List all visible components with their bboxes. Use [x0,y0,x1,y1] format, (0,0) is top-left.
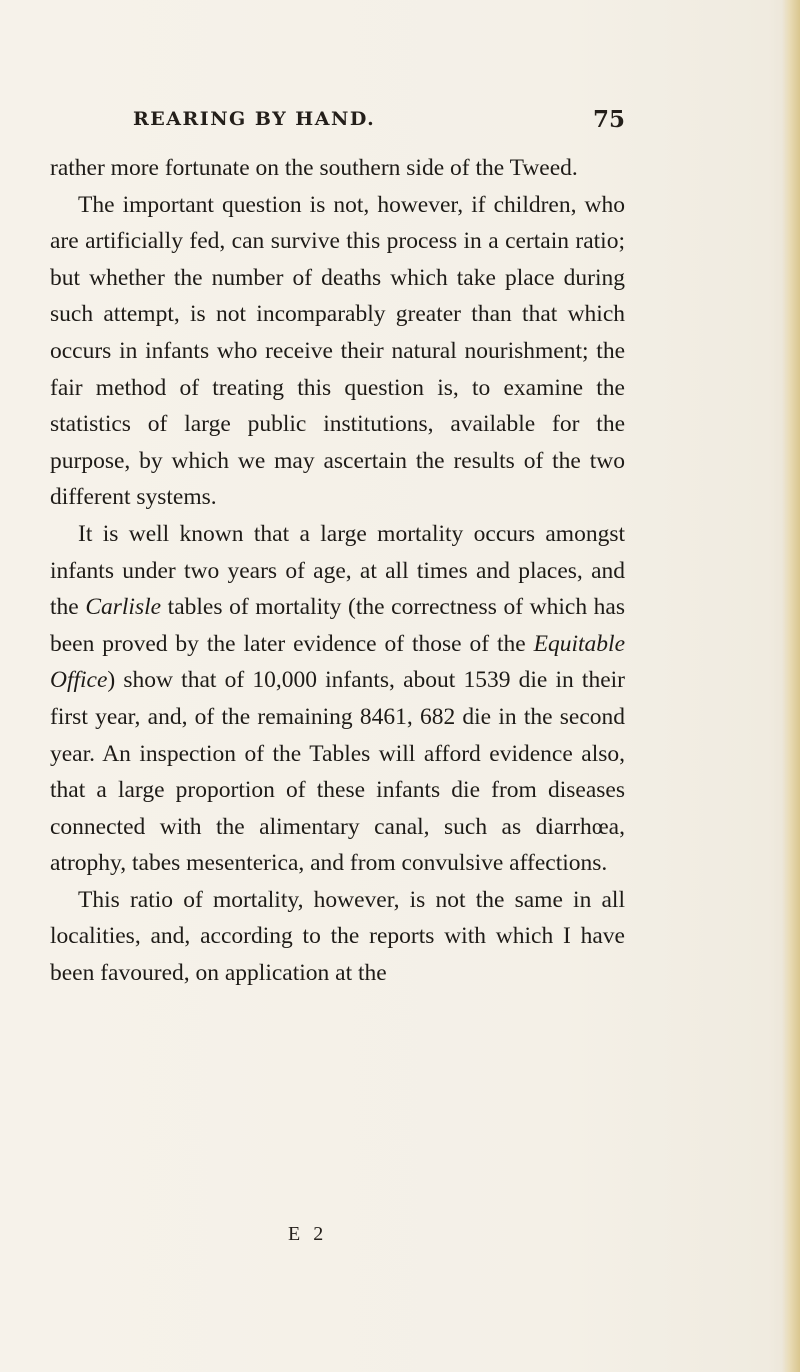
equitable-office-italic: Equitable Office [50,630,625,694]
paragraph-mortality-text-1: It is well known that a large mortality occurs amongst infants under two years of age, at all times and places, and the [50,520,625,621]
paragraph-mortality-text-2: tables of mortality (the correctness of which has been proved by the later evidence of those of the [50,594,625,657]
paragraph-ratio: This ratio of mortality, however, is not the same in all localities, and, according to the reports with which I have been favoured, on application at the [50,886,625,987]
paragraph-important-question: The important question is not, however, if children, who are artificially fed, can survive this process in a certain ratio; but whether the number of deaths which take place during such attempt, is not incomparably greater than that which occurs in infants who receive their natural nourishment; the fair method of treating this question is, to examine the statistics of large public institutions, available for the purpose, by which we may ascertain the results of the two different systems. [50,191,625,511]
paragraph-continuation: rather more fortunate on the southern side of the Tweed. [50,155,578,181]
carlisle-italic: Carlisle [85,594,162,621]
page-edge [782,0,800,1372]
body-text [50,150,625,992]
running-head [50,106,625,142]
signature-mark: E 2 [288,1223,328,1245]
running-title: REARING BY HAND. [133,108,376,130]
paragraph-mortality [50,516,625,882]
page-number: 75 [592,106,625,133]
paragraph-mortality-text-3: ) show that of 10,000 infants, about 1539 die in their first year, and, of the remaining 8461, 682 die in the second year. An inspection of the Tables will afford evidence also, that a large proportion of these infants die from diseases connected with the alimentary canal, such as diarrhœa, atrophy, tabes mesenterica, and from convulsive affections. [50,667,625,877]
